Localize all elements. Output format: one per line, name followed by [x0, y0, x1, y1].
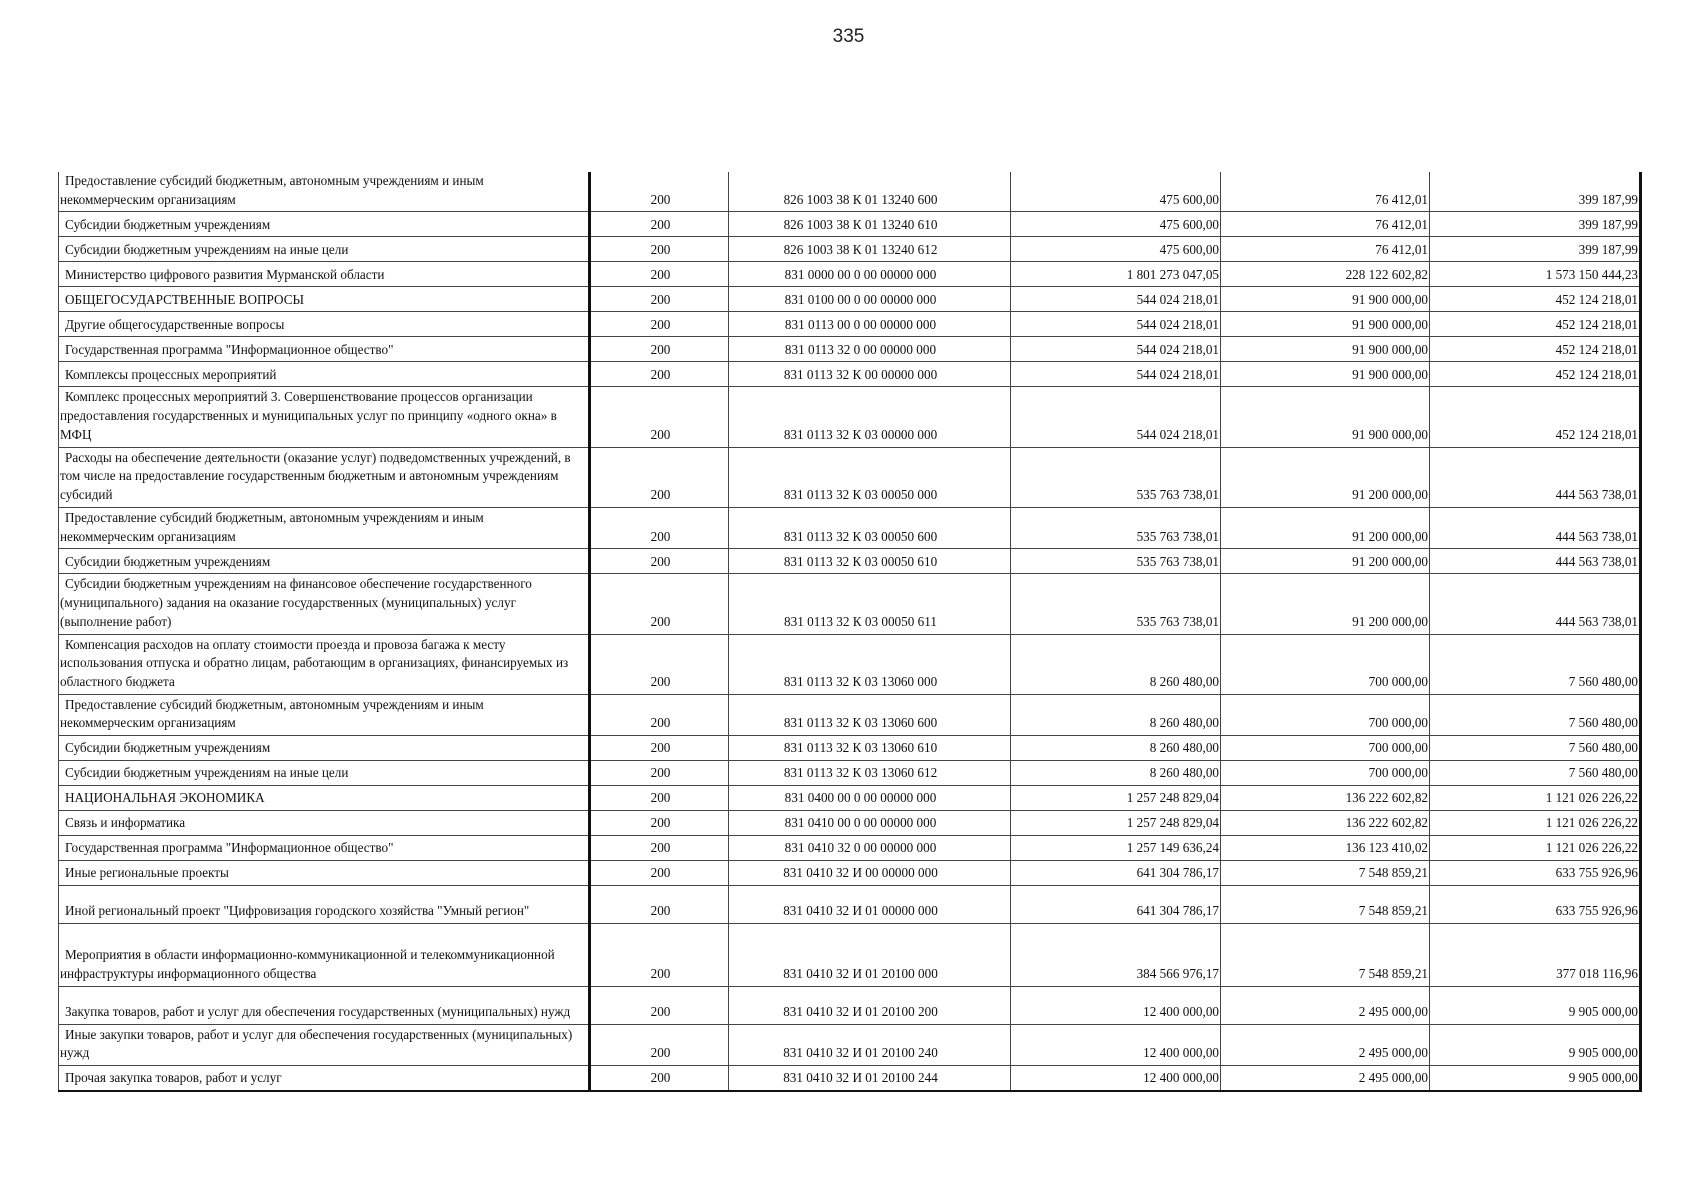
- row-name-cell: Связь и информатика: [59, 811, 590, 836]
- row-classification-cell: 831 0113 32 К 03 00050 600: [729, 507, 1011, 548]
- row-unexecuted-amount-cell: 7 560 480,00: [1430, 736, 1641, 761]
- table-row: [59, 447, 1641, 507]
- row-unexecuted-amount-cell: 1 121 026 226,22: [1430, 786, 1641, 811]
- row-approved-amount-cell: 1 801 273 047,05: [1011, 262, 1221, 287]
- row-code-cell: 200: [590, 1066, 729, 1091]
- row-approved-amount-cell: 8 260 480,00: [1011, 736, 1221, 761]
- table-row: [59, 549, 1641, 574]
- row-approved-amount-cell: 544 024 218,01: [1011, 312, 1221, 337]
- row-unexecuted-amount-cell: 9 905 000,00: [1430, 986, 1641, 1024]
- row-code-cell: 200: [590, 694, 729, 735]
- row-classification-cell: 831 0000 00 0 00 00000 000: [729, 262, 1011, 287]
- row-unexecuted-amount-cell: 444 563 738,01: [1430, 574, 1641, 634]
- row-code-cell: 200: [590, 507, 729, 548]
- row-executed-amount-cell: 91 200 000,00: [1221, 447, 1430, 507]
- row-classification-cell: 831 0410 00 0 00 00000 000: [729, 811, 1011, 836]
- row-classification-cell: 831 0410 32 И 00 00000 000: [729, 861, 1011, 886]
- row-approved-amount-cell: 12 400 000,00: [1011, 1024, 1221, 1065]
- row-classification-cell: 831 0113 32 К 03 13060 000: [729, 634, 1011, 694]
- table-row: [59, 574, 1641, 634]
- row-name-cell: ОБЩЕГОСУДАРСТВЕННЫЕ ВОПРОСЫ: [59, 287, 590, 312]
- row-unexecuted-amount-cell: 633 755 926,96: [1430, 886, 1641, 924]
- table-row: [59, 861, 1641, 886]
- row-code-cell: 200: [590, 986, 729, 1024]
- row-code-cell: 200: [590, 574, 729, 634]
- table-row: [59, 507, 1641, 548]
- row-unexecuted-amount-cell: 7 560 480,00: [1430, 761, 1641, 786]
- row-unexecuted-amount-cell: 1 121 026 226,22: [1430, 811, 1641, 836]
- row-approved-amount-cell: 641 304 786,17: [1011, 861, 1221, 886]
- row-name-cell: Иные региональные проекты: [59, 861, 590, 886]
- row-code-cell: 200: [590, 172, 729, 212]
- row-unexecuted-amount-cell: 9 905 000,00: [1430, 1024, 1641, 1065]
- row-approved-amount-cell: 475 600,00: [1011, 212, 1221, 237]
- row-name-cell: Прочая закупка товаров, работ и услуг: [59, 1066, 590, 1091]
- row-approved-amount-cell: 1 257 248 829,04: [1011, 811, 1221, 836]
- row-classification-cell: 831 0113 32 К 03 13060 600: [729, 694, 1011, 735]
- row-code-cell: 200: [590, 761, 729, 786]
- table-row: [59, 237, 1641, 262]
- row-executed-amount-cell: 700 000,00: [1221, 736, 1430, 761]
- row-executed-amount-cell: 76 412,01: [1221, 172, 1430, 212]
- row-approved-amount-cell: 535 763 738,01: [1011, 507, 1221, 548]
- row-unexecuted-amount-cell: 633 755 926,96: [1430, 861, 1641, 886]
- table-row: [59, 172, 1641, 212]
- row-approved-amount-cell: 535 763 738,01: [1011, 549, 1221, 574]
- row-classification-cell: 831 0410 32 И 01 20100 244: [729, 1066, 1011, 1091]
- table-row: [59, 786, 1641, 811]
- row-approved-amount-cell: 544 024 218,01: [1011, 387, 1221, 447]
- row-code-cell: 200: [590, 387, 729, 447]
- page-number: 335: [832, 26, 865, 47]
- row-classification-cell: 831 0113 32 К 03 13060 612: [729, 761, 1011, 786]
- row-approved-amount-cell: 535 763 738,01: [1011, 574, 1221, 634]
- row-classification-cell: 831 0113 32 К 03 00050 610: [729, 549, 1011, 574]
- row-executed-amount-cell: 7 548 859,21: [1221, 886, 1430, 924]
- row-name-cell: Комплексы процессных мероприятий: [59, 362, 590, 387]
- row-name-cell: Иные закупки товаров, работ и услуг для обеспечения государственных (муниципальных) нужд: [59, 1024, 590, 1065]
- row-name-cell: Предоставление субсидий бюджетным, автономным учреждениям и иным некоммерческим организациям: [59, 172, 590, 212]
- row-approved-amount-cell: 1 257 149 636,24: [1011, 836, 1221, 861]
- row-code-cell: 200: [590, 736, 729, 761]
- row-code-cell: 200: [590, 886, 729, 924]
- row-unexecuted-amount-cell: 452 124 218,01: [1430, 387, 1641, 447]
- row-approved-amount-cell: 8 260 480,00: [1011, 694, 1221, 735]
- row-executed-amount-cell: 700 000,00: [1221, 694, 1430, 735]
- row-approved-amount-cell: 1 257 248 829,04: [1011, 786, 1221, 811]
- row-classification-cell: 831 0113 32 К 00 00000 000: [729, 362, 1011, 387]
- row-approved-amount-cell: 544 024 218,01: [1011, 287, 1221, 312]
- row-code-cell: 200: [590, 447, 729, 507]
- table-row: [59, 287, 1641, 312]
- row-executed-amount-cell: 2 495 000,00: [1221, 1066, 1430, 1091]
- table-row: [59, 694, 1641, 735]
- row-classification-cell: 831 0113 32 0 00 00000 000: [729, 337, 1011, 362]
- table-row: [59, 634, 1641, 694]
- budget-execution-table: [58, 172, 1642, 1092]
- row-executed-amount-cell: 228 122 602,82: [1221, 262, 1430, 287]
- table-row: [59, 1066, 1641, 1091]
- row-code-cell: 200: [590, 836, 729, 861]
- row-approved-amount-cell: 8 260 480,00: [1011, 761, 1221, 786]
- row-classification-cell: 831 0113 32 К 03 00050 000: [729, 447, 1011, 507]
- row-classification-cell: 831 0410 32 И 01 20100 200: [729, 986, 1011, 1024]
- row-executed-amount-cell: 2 495 000,00: [1221, 1024, 1430, 1065]
- row-unexecuted-amount-cell: 399 187,99: [1430, 172, 1641, 212]
- table-row: [59, 1024, 1641, 1065]
- row-executed-amount-cell: 91 900 000,00: [1221, 312, 1430, 337]
- row-executed-amount-cell: 91 200 000,00: [1221, 574, 1430, 634]
- row-code-cell: 200: [590, 362, 729, 387]
- row-classification-cell: 831 0113 32 К 03 13060 610: [729, 736, 1011, 761]
- row-executed-amount-cell: 91 200 000,00: [1221, 507, 1430, 548]
- row-name-cell: Субсидии бюджетным учреждениям: [59, 212, 590, 237]
- row-executed-amount-cell: 136 222 602,82: [1221, 811, 1430, 836]
- row-unexecuted-amount-cell: 452 124 218,01: [1430, 287, 1641, 312]
- row-name-cell: Государственная программа "Информационное общество": [59, 337, 590, 362]
- row-name-cell: НАЦИОНАЛЬНАЯ ЭКОНОМИКА: [59, 786, 590, 811]
- row-unexecuted-amount-cell: 9 905 000,00: [1430, 1066, 1641, 1091]
- row-name-cell: Министерство цифрового развития Мурманской области: [59, 262, 590, 287]
- row-code-cell: 200: [590, 262, 729, 287]
- row-name-cell: Государственная программа "Информационное общество": [59, 836, 590, 861]
- row-name-cell: Компенсация расходов на оплату стоимости проезда и провоза багажа к месту использования отпуска и обратно лицам, работающим в организациях, финансируемых из областного бюджета: [59, 634, 590, 694]
- row-executed-amount-cell: 700 000,00: [1221, 634, 1430, 694]
- row-approved-amount-cell: 8 260 480,00: [1011, 634, 1221, 694]
- row-executed-amount-cell: 700 000,00: [1221, 761, 1430, 786]
- row-classification-cell: 826 1003 38 К 01 13240 612: [729, 237, 1011, 262]
- table-row: [59, 836, 1641, 861]
- table-row: [59, 212, 1641, 237]
- row-code-cell: 200: [590, 861, 729, 886]
- table-row: [59, 886, 1641, 924]
- row-executed-amount-cell: 7 548 859,21: [1221, 861, 1430, 886]
- row-code-cell: 200: [590, 312, 729, 337]
- table-row: [59, 811, 1641, 836]
- row-classification-cell: 831 0113 32 К 03 00050 611: [729, 574, 1011, 634]
- row-code-cell: 200: [590, 237, 729, 262]
- table-row: [59, 924, 1641, 986]
- row-unexecuted-amount-cell: 452 124 218,01: [1430, 337, 1641, 362]
- row-unexecuted-amount-cell: 7 560 480,00: [1430, 694, 1641, 735]
- row-code-cell: 200: [590, 634, 729, 694]
- row-executed-amount-cell: 136 123 410,02: [1221, 836, 1430, 861]
- row-name-cell: Субсидии бюджетным учреждениям на иные цели: [59, 237, 590, 262]
- row-code-cell: 200: [590, 287, 729, 312]
- table-row: [59, 312, 1641, 337]
- row-approved-amount-cell: 12 400 000,00: [1011, 986, 1221, 1024]
- row-unexecuted-amount-cell: 444 563 738,01: [1430, 549, 1641, 574]
- table-row: [59, 337, 1641, 362]
- row-executed-amount-cell: 91 900 000,00: [1221, 362, 1430, 387]
- row-name-cell: Иной региональный проект "Цифровизация городского хозяйства "Умный регион": [59, 886, 590, 924]
- row-executed-amount-cell: 76 412,01: [1221, 212, 1430, 237]
- row-approved-amount-cell: 475 600,00: [1011, 237, 1221, 262]
- row-approved-amount-cell: 12 400 000,00: [1011, 1066, 1221, 1091]
- row-name-cell: Субсидии бюджетным учреждениям: [59, 736, 590, 761]
- row-classification-cell: 831 0410 32 И 01 00000 000: [729, 886, 1011, 924]
- row-classification-cell: 831 0410 32 0 00 00000 000: [729, 836, 1011, 861]
- table-row: [59, 387, 1641, 447]
- row-name-cell: Комплекс процессных мероприятий 3. Совершенствование процессов организации предоставления государственных и муниципальных услуг по принципу «одного окна» в МФЦ: [59, 387, 590, 447]
- row-unexecuted-amount-cell: 1 121 026 226,22: [1430, 836, 1641, 861]
- row-classification-cell: 831 0400 00 0 00 00000 000: [729, 786, 1011, 811]
- row-name-cell: Субсидии бюджетным учреждениям на иные цели: [59, 761, 590, 786]
- row-unexecuted-amount-cell: 444 563 738,01: [1430, 507, 1641, 548]
- table-row: [59, 986, 1641, 1024]
- row-code-cell: 200: [590, 337, 729, 362]
- row-executed-amount-cell: 91 200 000,00: [1221, 549, 1430, 574]
- row-approved-amount-cell: 475 600,00: [1011, 172, 1221, 212]
- row-name-cell: Предоставление субсидий бюджетным, автономным учреждениям и иным некоммерческим организациям: [59, 694, 590, 735]
- row-name-cell: Другие общегосударственные вопросы: [59, 312, 590, 337]
- row-code-cell: 200: [590, 811, 729, 836]
- row-executed-amount-cell: 76 412,01: [1221, 237, 1430, 262]
- row-code-cell: 200: [590, 924, 729, 986]
- row-approved-amount-cell: 641 304 786,17: [1011, 886, 1221, 924]
- table-body: [59, 172, 1641, 1091]
- table-row: [59, 761, 1641, 786]
- row-name-cell: Субсидии бюджетным учреждениям: [59, 549, 590, 574]
- row-code-cell: 200: [590, 212, 729, 237]
- row-classification-cell: 831 0410 32 И 01 20100 240: [729, 1024, 1011, 1065]
- row-executed-amount-cell: 91 900 000,00: [1221, 337, 1430, 362]
- row-unexecuted-amount-cell: 452 124 218,01: [1430, 312, 1641, 337]
- row-unexecuted-amount-cell: 452 124 218,01: [1430, 362, 1641, 387]
- row-executed-amount-cell: 2 495 000,00: [1221, 986, 1430, 1024]
- row-executed-amount-cell: 91 900 000,00: [1221, 387, 1430, 447]
- row-classification-cell: 831 0113 00 0 00 00000 000: [729, 312, 1011, 337]
- row-unexecuted-amount-cell: 444 563 738,01: [1430, 447, 1641, 507]
- row-code-cell: 200: [590, 1024, 729, 1065]
- row-code-cell: 200: [590, 549, 729, 574]
- row-classification-cell: 831 0410 32 И 01 20100 000: [729, 924, 1011, 986]
- row-executed-amount-cell: 91 900 000,00: [1221, 287, 1430, 312]
- row-approved-amount-cell: 544 024 218,01: [1011, 337, 1221, 362]
- table-row: [59, 736, 1641, 761]
- row-executed-amount-cell: 136 222 602,82: [1221, 786, 1430, 811]
- row-name-cell: Предоставление субсидий бюджетным, автономным учреждениям и иным некоммерческим организациям: [59, 507, 590, 548]
- row-unexecuted-amount-cell: 377 018 116,96: [1430, 924, 1641, 986]
- table-row: [59, 362, 1641, 387]
- row-approved-amount-cell: 384 566 976,17: [1011, 924, 1221, 986]
- row-classification-cell: 826 1003 38 К 01 13240 610: [729, 212, 1011, 237]
- row-name-cell: Закупка товаров, работ и услуг для обеспечения государственных (муниципальных) нужд: [59, 986, 590, 1024]
- row-classification-cell: 831 0100 00 0 00 00000 000: [729, 287, 1011, 312]
- row-unexecuted-amount-cell: 1 573 150 444,23: [1430, 262, 1641, 287]
- row-approved-amount-cell: 544 024 218,01: [1011, 362, 1221, 387]
- row-executed-amount-cell: 7 548 859,21: [1221, 924, 1430, 986]
- row-approved-amount-cell: 535 763 738,01: [1011, 447, 1221, 507]
- row-name-cell: Субсидии бюджетным учреждениям на финансовое обеспечение государственного (муниципального) задания на оказание государственных (муниципальных) услуг (выполнение работ): [59, 574, 590, 634]
- row-name-cell: Мероприятия в области информационно-коммуникационной и телекоммуникационной инфраструктуры информационного общества: [59, 924, 590, 986]
- row-code-cell: 200: [590, 786, 729, 811]
- row-name-cell: Расходы на обеспечение деятельности (оказание услуг) подведомственных учреждений, в том числе на предоставление государственным бюджетным и автономным учреждениям субсидий: [59, 447, 590, 507]
- row-unexecuted-amount-cell: 399 187,99: [1430, 212, 1641, 237]
- table-row: [59, 262, 1641, 287]
- row-unexecuted-amount-cell: 399 187,99: [1430, 237, 1641, 262]
- row-classification-cell: 826 1003 38 К 01 13240 600: [729, 172, 1011, 212]
- row-classification-cell: 831 0113 32 К 03 00000 000: [729, 387, 1011, 447]
- row-unexecuted-amount-cell: 7 560 480,00: [1430, 634, 1641, 694]
